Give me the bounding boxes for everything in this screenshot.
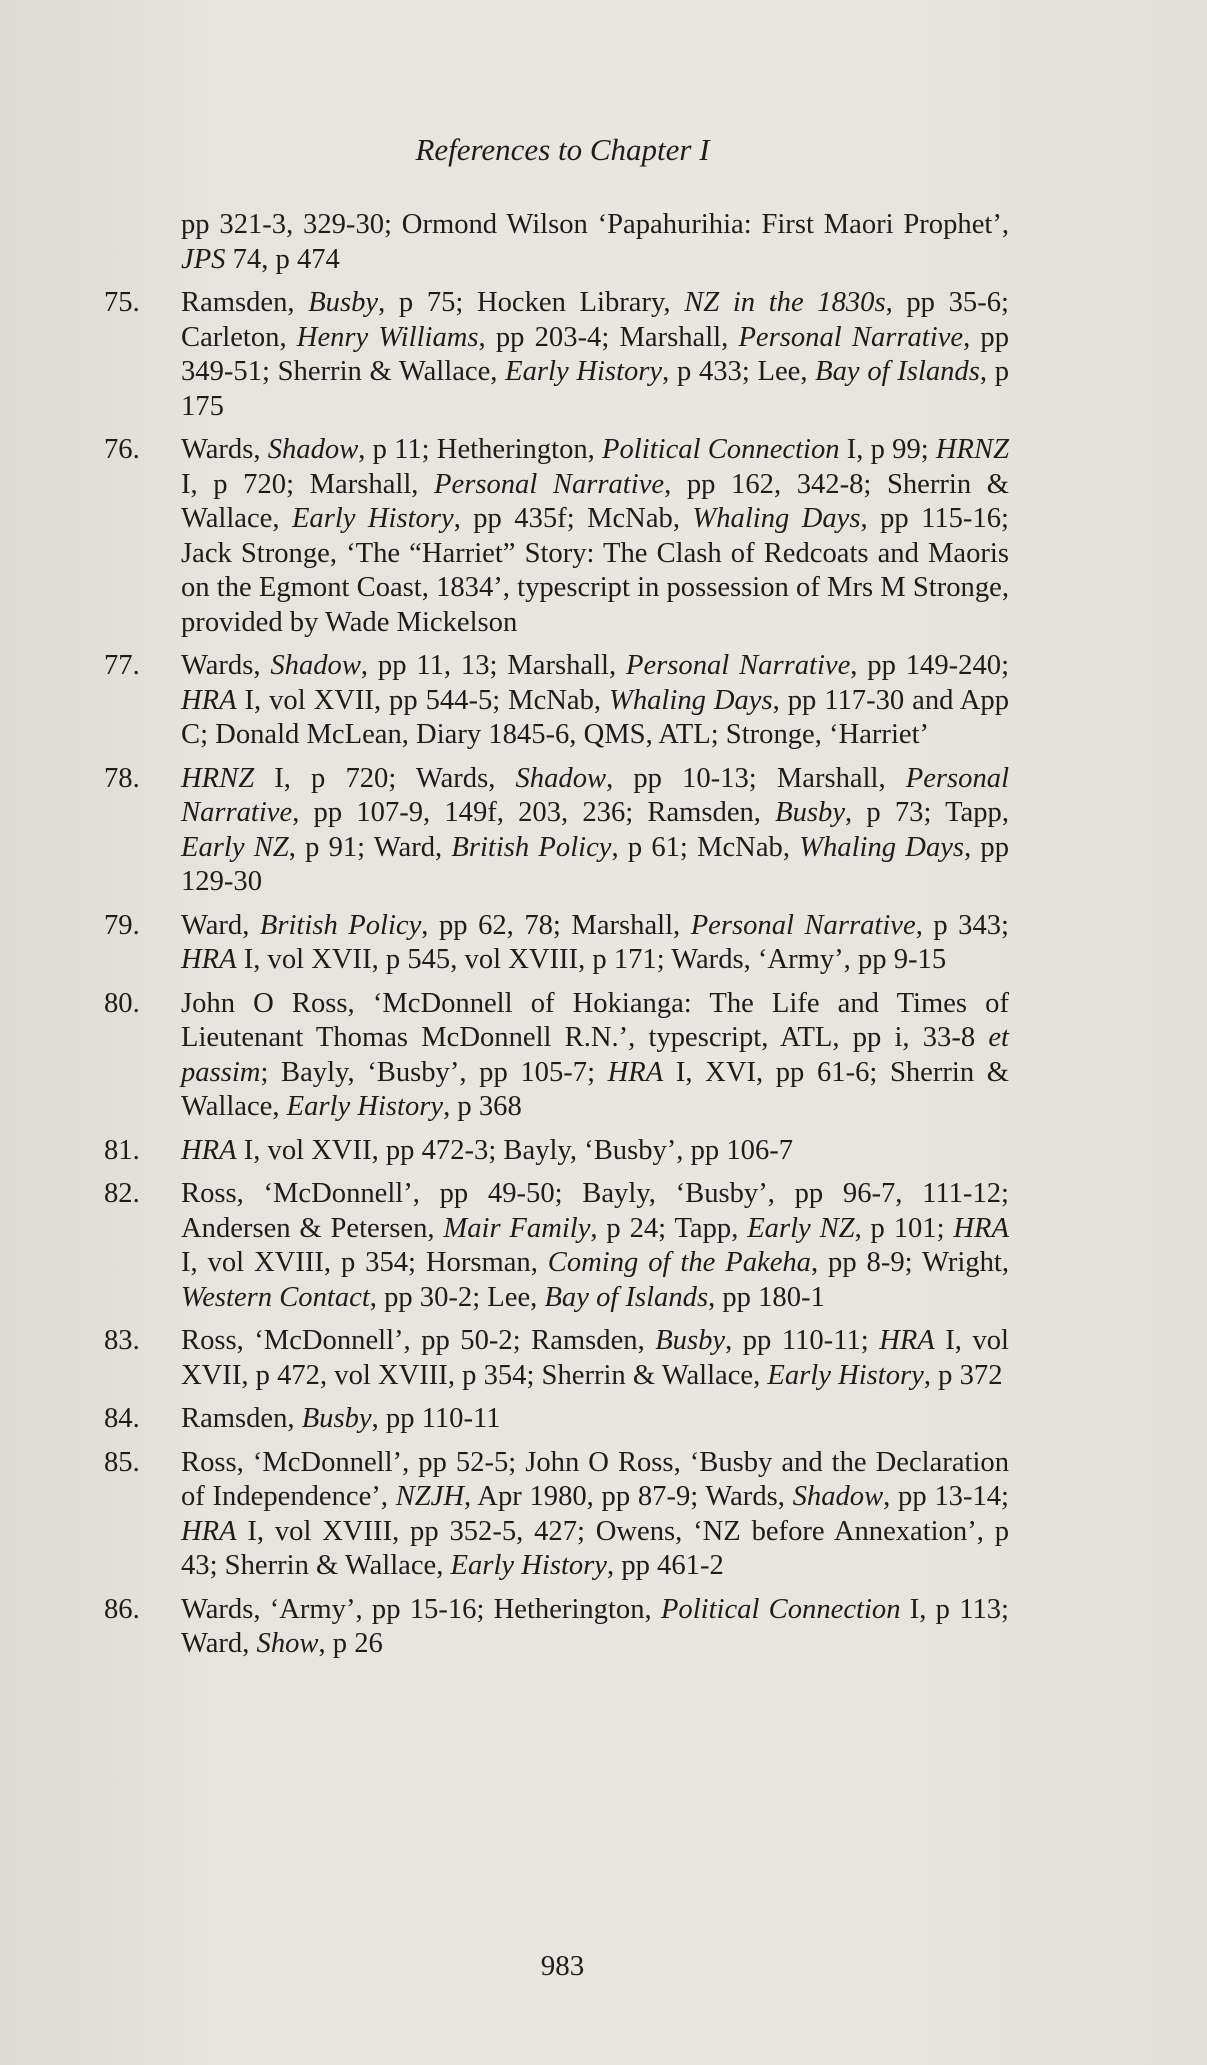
note-segment: , pp 129-30 (181, 831, 1010, 897)
italic-title: Henry Williams (296, 321, 479, 353)
note-segment: , p 24; Tapp, (590, 1212, 748, 1244)
note-text (181, 909, 1009, 978)
italic-title: HRNZ (181, 762, 255, 794)
note-segment: Ross, ‘McDonnell’, pp 50-2; Ramsden, (181, 1325, 656, 1356)
note-segment: I, vol XVII, pp 472-3; Bayly, ‘Busby’, pp 106-7 (236, 1134, 794, 1166)
note-number: 81. (104, 1134, 140, 1166)
note-number: 76. (104, 434, 140, 465)
note-segment: , p 61; McNab, (611, 831, 800, 863)
note-text (181, 286, 1009, 424)
italic-title: Whaling Days (799, 831, 965, 863)
italic-title: Show (256, 1628, 319, 1659)
note-segment: , pp 461-2 (607, 1550, 724, 1581)
italic-title: Coming of the Pakeha (547, 1247, 811, 1278)
italic-title: Shadow (515, 762, 607, 794)
italic-title: Personal Narrative (690, 909, 916, 941)
note-segment: Ross, ‘McDonnell’, pp 52-5; John O Ross, ‘Busby and the Declaration of Independence’, (181, 1446, 1009, 1512)
note-segment: , pp 180-1 (708, 1281, 825, 1313)
note-segment: , pp 30-2; Lee, (369, 1281, 545, 1313)
italic-title: JPS (181, 243, 226, 275)
note-number: 84. (104, 1403, 140, 1434)
italic-title: HRA (181, 944, 237, 975)
italic-title: HRA (181, 1134, 237, 1166)
note-segment: , pp 11, 13; Marshall, (360, 650, 626, 681)
note-segment: , p 73; Tapp, (845, 797, 1009, 828)
note-segment: I, p 99; (839, 434, 936, 465)
italic-title: Busby (301, 1403, 372, 1434)
italic-title: Early History (286, 1091, 444, 1122)
note-number (104, 208, 181, 277)
note-text (181, 1593, 1009, 1662)
italic-title: Shadow (270, 650, 361, 681)
reference-note (104, 762, 1009, 900)
italic-title: Busby (655, 1325, 726, 1356)
italic-title: Early History (505, 356, 663, 387)
note-segment: ; Bayly, ‘Busby’, pp 105-7; (260, 1056, 608, 1088)
reference-note (104, 649, 1009, 753)
note-segment: , p 101; (854, 1212, 954, 1244)
reference-note (104, 1324, 1009, 1393)
note-text (181, 1177, 1009, 1315)
note-segment: I, vol XVIII, p 354; Horsman, (181, 1247, 548, 1278)
reference-note (104, 286, 1009, 424)
note-number: 85. (104, 1446, 140, 1478)
note-number: 79. (104, 909, 140, 941)
note-segment: , Apr 1980, pp 87-9; Wards, (464, 1481, 793, 1512)
note-segment: , pp 203-4; Marshall, (478, 321, 739, 353)
note-segment: Ward, (181, 909, 260, 941)
note-segment: Wards, (181, 434, 268, 465)
note-text (181, 1446, 1009, 1584)
note-number: 82. (104, 1178, 140, 1209)
note-segment: I, vol XVII, p 545, vol XVIII, p 171; Wards, ‘Army’, pp 9-15 (236, 944, 947, 975)
note-segment: 74, p 474 (225, 243, 340, 275)
note-number: 80. (104, 987, 140, 1019)
note-text (181, 1134, 1009, 1169)
italic-title: British Policy (451, 831, 612, 863)
italic-title: HRNZ (935, 434, 1009, 465)
reference-note (104, 1446, 1009, 1584)
note-segment: I, p 720; Marshall, (181, 468, 435, 500)
note-segment: , p 26 (318, 1628, 383, 1659)
italic-title: Personal Narrative (181, 762, 1010, 828)
italic-title: Bay of Islands (544, 1281, 709, 1313)
italic-title: Early History (450, 1550, 608, 1581)
running-head: References to Chapter I (415, 132, 710, 167)
italic-title: Busby (775, 797, 846, 828)
italic-title: HRA (607, 1056, 664, 1088)
note-segment: , pp 115-16; Jack Stronge, ‘The “Harriet” Story: The Clash of Redcoats and Maoris on the Egmont Coast, 1834’, typescript in possession of Mrs M Stronge, provided by Wade Mickelson (181, 503, 1009, 638)
note-segment: pp 321-3, 329-30; Ormond Wilson ‘Papahurihia: First Maori Prophet’, (181, 209, 1009, 240)
note-segment: , p 372 (923, 1359, 1003, 1391)
italic-title: British Policy (259, 909, 422, 941)
reference-note (104, 909, 1009, 978)
reference-note (104, 1134, 1009, 1169)
note-segment: , pp 435f; McNab, (453, 503, 693, 534)
note-segment: I, vol XVIII, pp 352-5, 427; Owens, ‘NZ before Annexation’, p 43; Sherrin & Wallace, (181, 1515, 1009, 1581)
reference-note (104, 433, 1009, 640)
note-segment: , pp 13-14; (883, 1481, 1009, 1512)
page-number: 983 (540, 1950, 585, 1982)
note-segment: , p 433; Lee, (662, 356, 816, 387)
reference-note (104, 1593, 1009, 1662)
note-segment: I, vol XVII, p 472, vol XVIII, p 354; Sherrin & Wallace, (181, 1325, 1009, 1391)
note-number: 78. (104, 762, 140, 794)
reference-note (104, 1177, 1009, 1315)
note-number: 86. (104, 1593, 140, 1625)
italic-title: Western Contact (181, 1281, 370, 1313)
note-segment: John O Ross, ‘McDonnell of Hokianga: The Life and Times of Lieutenant Thomas McDonnell R.N.’, typescript, ATL, pp i, 33-8 (181, 987, 1009, 1053)
italic-title: Political Connection (602, 434, 840, 465)
note-segment: , p 175 (181, 356, 1010, 422)
note-segment: , p 11; Hetherington, (358, 434, 603, 465)
note-segment: , pp 35-6; Carleton, (181, 287, 1009, 353)
note-text (181, 1324, 1009, 1393)
reference-note (104, 1402, 1009, 1437)
note-text (181, 1402, 1009, 1437)
note-number: 83. (104, 1325, 140, 1356)
note-segment: , pp 110-11 (371, 1403, 501, 1434)
italic-title: HRA (181, 684, 237, 716)
note-segment: , pp 10-13; Marshall, (606, 762, 906, 794)
note-text (181, 208, 1009, 277)
note-segment: , pp 8-9; Wright, (810, 1247, 1009, 1278)
italic-title: Early NZ (747, 1212, 855, 1244)
italic-title: Personal Narrative (625, 650, 851, 681)
italic-title: Political Connection (660, 1593, 901, 1625)
italic-title: NZ in the 1830s (684, 287, 886, 318)
note-text (181, 433, 1009, 640)
note-segment: , pp 117-30 and App C; Donald McLean, Diary 1845-6, QMS, ATL; Stronge, ‘Harriet’ (181, 684, 1010, 750)
note-segment: , p 368 (443, 1091, 522, 1122)
note-segment: I, vol XVII, pp 544-5; McNab, (236, 684, 610, 716)
italic-title: Shadow (792, 1481, 884, 1512)
italic-title: Early History (291, 503, 454, 534)
note-segment: , p 75; Hocken Library, (378, 287, 685, 318)
italic-title: Whaling Days (692, 503, 861, 534)
note-segment: Wards, (181, 650, 271, 681)
reference-note (104, 987, 1009, 1125)
note-segment: Ross, ‘McDonnell’, pp 49-50; Bayly, ‘Busby’, pp 96-7, 111-12; Andersen & Petersen, (181, 1178, 1009, 1244)
note-segment: I, XVI, pp 61-6; Sherrin & Wallace, (181, 1056, 1010, 1122)
note-number: 75. (104, 287, 140, 318)
note-segment: I, p 113; Ward, (181, 1593, 1010, 1659)
italic-title: et passim (181, 1022, 1009, 1088)
note-segment: , pp 62, 78; Marshall, (421, 909, 691, 941)
note-segment: Wards, ‘Army’, pp 15-16; Hetherington, (181, 1593, 661, 1625)
italic-title: Busby (308, 287, 379, 318)
note-text (181, 987, 1009, 1125)
note-segment: Ramsden, (181, 287, 309, 318)
note-segment: , p 343; (915, 909, 1010, 941)
note-number: 77. (104, 650, 140, 681)
note-segment: I, p 720; Wards, (254, 762, 516, 794)
italic-title: Early NZ (181, 831, 289, 863)
note-segment: Ramsden, (181, 1403, 302, 1434)
italic-title: HRA (879, 1325, 935, 1356)
note-segment: , pp 162, 342-8; Sherrin & Wallace, (181, 468, 1009, 534)
note-segment: , pp 107-9, 149f, 203, 236; Ramsden, (292, 797, 776, 828)
reference-note (104, 208, 1009, 277)
note-segment: , pp 349-51; Sherrin & Wallace, (181, 321, 1010, 387)
italic-title: HRA (181, 1515, 237, 1547)
note-text (181, 649, 1009, 753)
italic-title: HRA (953, 1212, 1009, 1244)
italic-title: Personal Narrative (738, 321, 964, 353)
note-segment: , p 91; Ward, (288, 831, 452, 863)
italic-title: NZJH (395, 1481, 465, 1512)
note-text (181, 762, 1009, 900)
italic-title: Early History (767, 1359, 924, 1391)
note-segment: , pp 149-240; (850, 650, 1010, 681)
note-segment: , pp 110-11; (725, 1325, 880, 1356)
italic-title: Bay of Islands (815, 356, 980, 387)
italic-title: Mair Family (443, 1212, 591, 1244)
reference-notes-list (104, 208, 1009, 1671)
italic-title: Whaling Days (609, 684, 773, 716)
italic-title: Personal Narrative (434, 468, 665, 500)
italic-title: Shadow (267, 434, 359, 465)
